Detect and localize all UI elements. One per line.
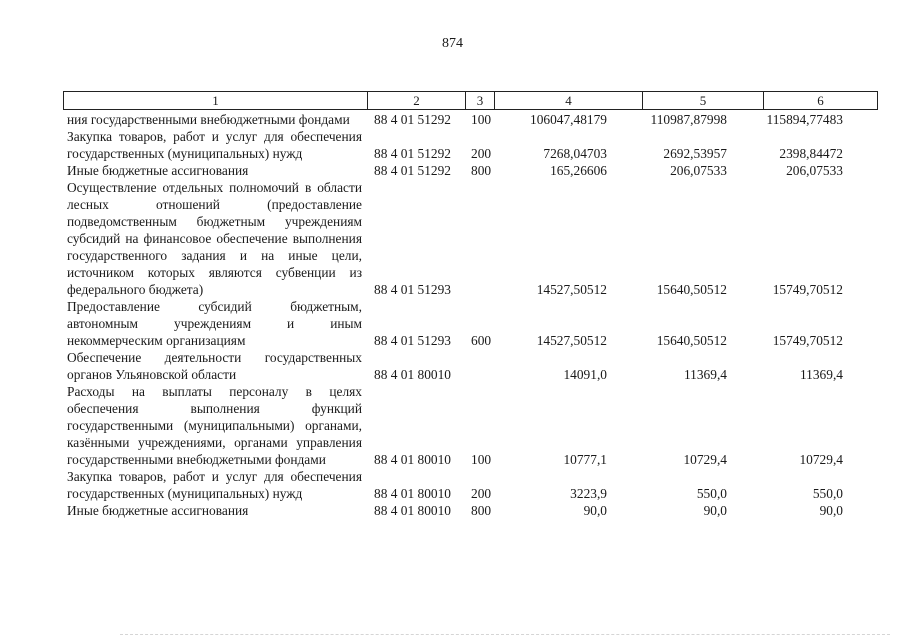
column-header-4: 4 <box>495 92 643 110</box>
page-number: 874 <box>442 36 463 51</box>
table-row <box>0 111 905 128</box>
table-row <box>0 468 905 502</box>
row-value-5: 2692,53957 <box>663 146 727 161</box>
column-header-1: 1 <box>64 92 368 110</box>
row-name: Расходы на выплаты персоналу в целях обеспечения выполнения функций государственными (муниципальными) органами, казёнными учреждениями, органами управления государственными внебюджетными фондами <box>67 384 362 467</box>
row-value-5: 110987,87998 <box>650 112 727 127</box>
budget-table-body <box>0 111 905 519</box>
row-value-5: 206,07533 <box>670 163 727 178</box>
row-code: 88 4 01 80010 <box>374 503 451 518</box>
row-value-4: 165,26606 <box>550 163 607 178</box>
row-type: 100 <box>471 452 492 467</box>
row-value-5: 550,0 <box>696 486 727 501</box>
row-code: 88 4 01 51293 <box>374 282 451 297</box>
column-header-6: 6 <box>764 92 878 110</box>
row-type: 800 <box>471 163 492 178</box>
row-name: Осуществление отдельных полномочий в области лесных отношений (предоставление подведомственным бюджетным учреждениям субсидий на финансовое обеспечение выполнения государственного задания и на иные цели, источником которых являются субвенции из федерального бюджета) <box>67 180 362 297</box>
row-value-6: 90,0 <box>819 503 843 518</box>
row-name: Обеспечение деятельности государственных органов Ульяновской области <box>67 350 362 382</box>
row-value-4: 14527,50512 <box>536 333 607 348</box>
table-row <box>0 179 905 298</box>
row-value-6: 11369,4 <box>799 367 843 382</box>
column-header-5: 5 <box>643 92 764 110</box>
row-code: 88 4 01 51293 <box>374 333 451 348</box>
row-type: 200 <box>471 146 492 161</box>
table-row <box>0 128 905 162</box>
row-value-5: 10729,4 <box>683 452 727 467</box>
column-header-2: 2 <box>368 92 466 110</box>
row-type: 600 <box>471 333 492 348</box>
row-value-4: 3223,9 <box>570 486 607 501</box>
row-value-6: 15749,70512 <box>772 282 843 297</box>
row-value-4: 14091,0 <box>563 367 607 382</box>
row-value-5: 11369,4 <box>683 367 727 382</box>
row-value-4: 90,0 <box>583 503 607 518</box>
column-header-row <box>64 92 878 110</box>
row-code: 88 4 01 80010 <box>374 367 451 382</box>
row-value-4: 10777,1 <box>563 452 607 467</box>
column-header-table <box>63 91 878 110</box>
row-code: 88 4 01 51292 <box>374 112 451 127</box>
table-row <box>0 162 905 179</box>
row-name: Иные бюджетные ассигнования <box>67 503 249 518</box>
row-value-6: 15749,70512 <box>772 333 843 348</box>
row-value-6: 115894,77483 <box>766 112 843 127</box>
row-value-6: 550,0 <box>812 486 843 501</box>
row-type: 200 <box>471 486 492 501</box>
page-bottom-rule <box>120 634 890 635</box>
table-row <box>0 349 905 383</box>
row-value-4: 106047,48179 <box>530 112 607 127</box>
row-code: 88 4 01 51292 <box>374 163 451 178</box>
table-row <box>0 502 905 519</box>
row-code: 88 4 01 51292 <box>374 146 451 161</box>
row-type: 100 <box>471 112 492 127</box>
row-value-5: 90,0 <box>703 503 727 518</box>
table-row <box>0 298 905 349</box>
row-code: 88 4 01 80010 <box>374 452 451 467</box>
row-name: Закупка товаров, работ и услуг для обеспечения государственных (муниципальных) нужд <box>67 469 362 501</box>
row-value-5: 15640,50512 <box>656 333 727 348</box>
row-name: Иные бюджетные ассигнования <box>67 163 249 178</box>
row-name: Предоставление субсидий бюджетным, автономным учреждениям и иным некоммерческим организациям <box>67 299 362 348</box>
row-value-4: 7268,04703 <box>543 146 607 161</box>
row-name: Закупка товаров, работ и услуг для обеспечения государственных (муниципальных) нужд <box>67 129 362 161</box>
row-type: 800 <box>471 503 492 518</box>
row-value-6: 2398,84472 <box>779 146 843 161</box>
row-code: 88 4 01 80010 <box>374 486 451 501</box>
row-value-6: 206,07533 <box>786 163 843 178</box>
row-name: ния государственными внебюджетными фондами <box>67 112 350 127</box>
table-row <box>0 383 905 468</box>
column-header-3: 3 <box>466 92 495 110</box>
row-value-5: 15640,50512 <box>656 282 727 297</box>
row-value-4: 14527,50512 <box>536 282 607 297</box>
row-value-6: 10729,4 <box>799 452 843 467</box>
